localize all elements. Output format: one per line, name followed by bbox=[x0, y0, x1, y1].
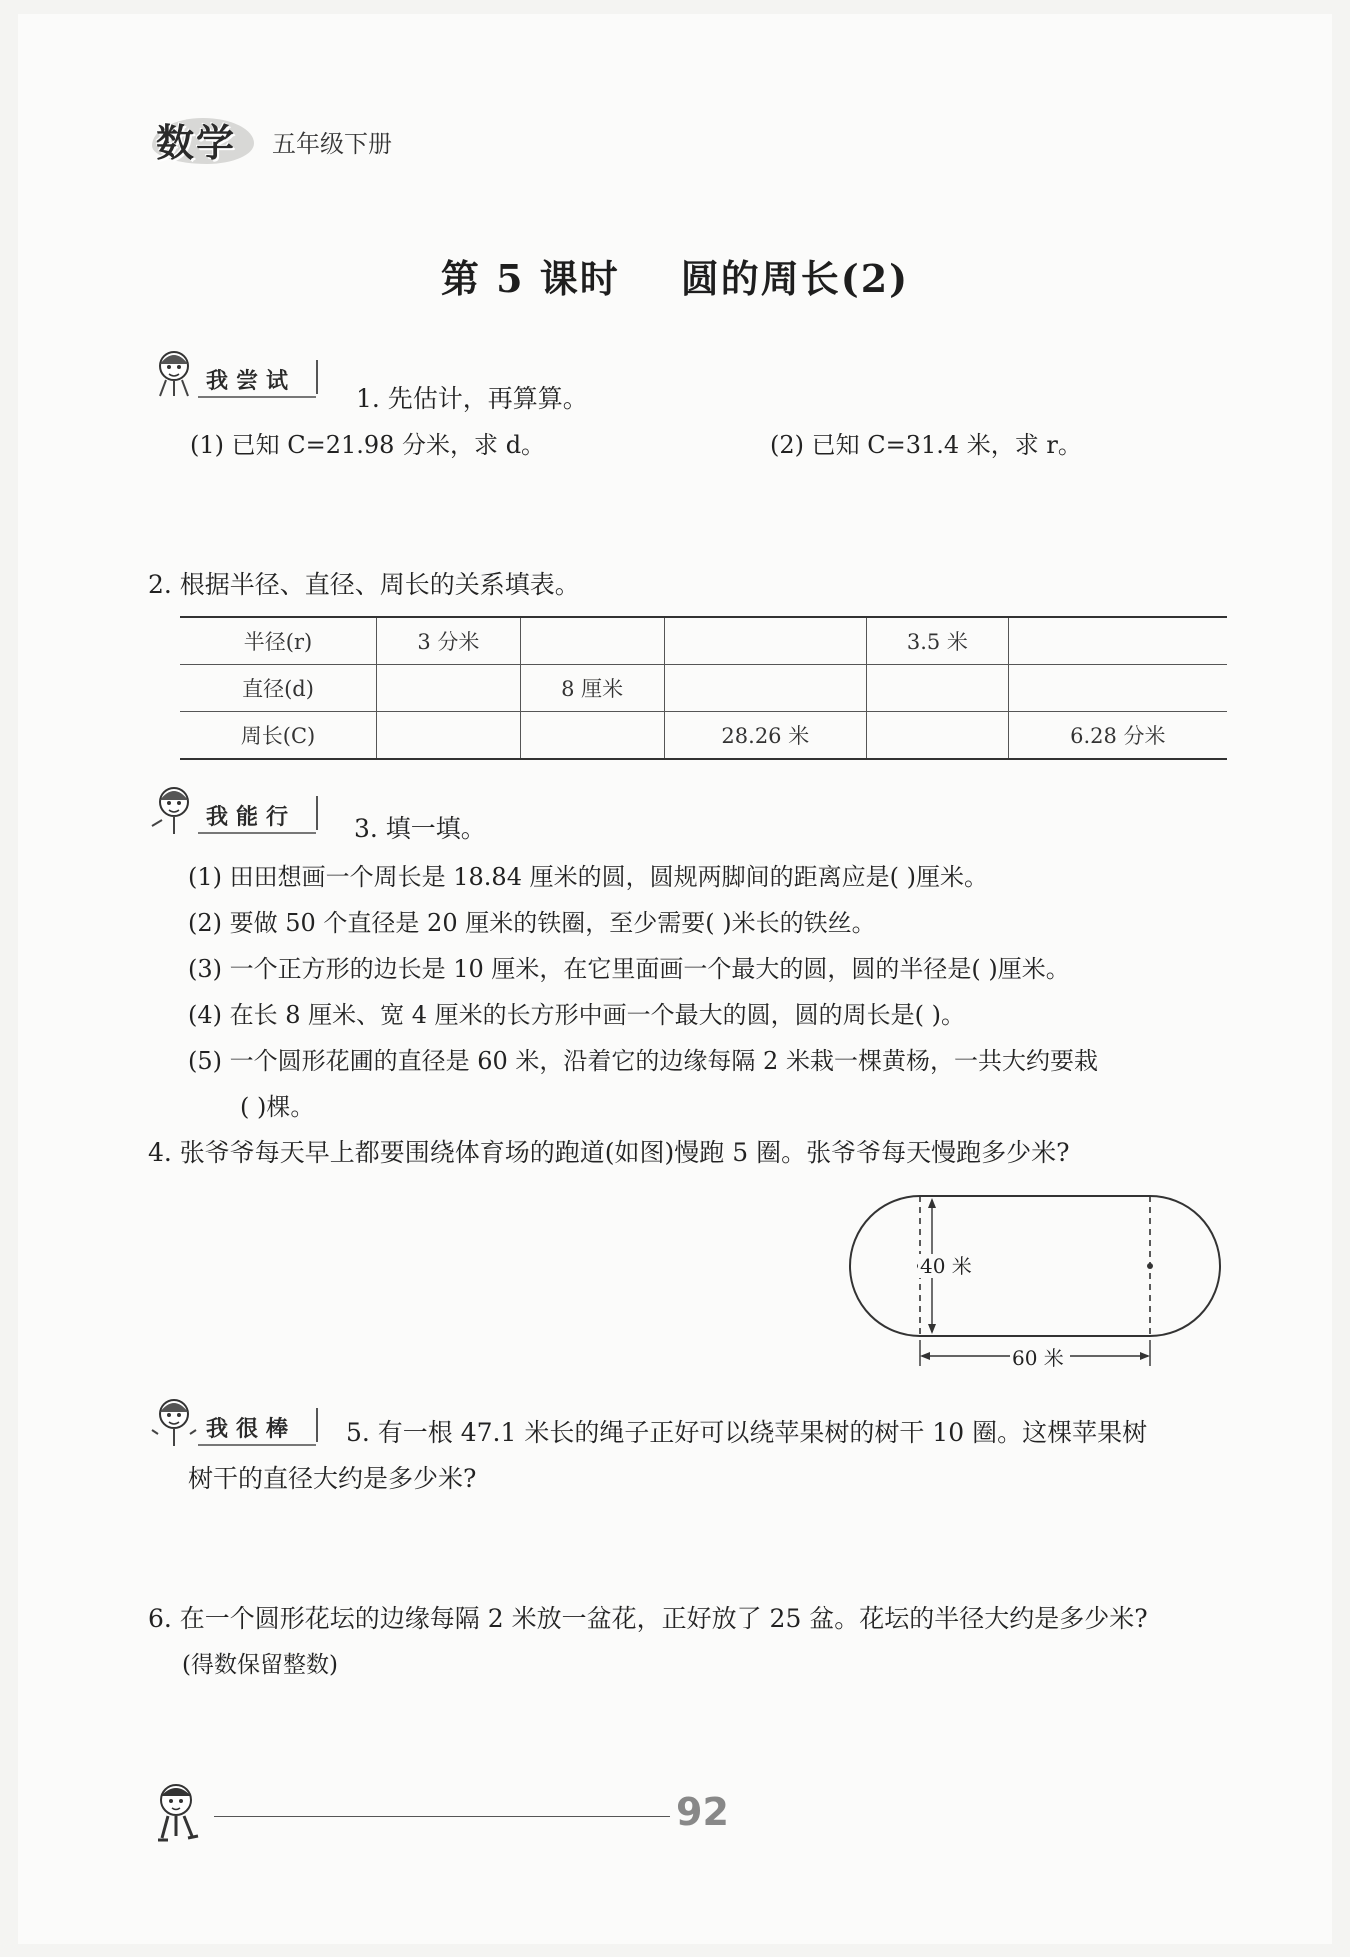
badge-divider bbox=[316, 796, 318, 830]
q6-line1: 6. 在一个圆形花坛的边缘每隔 2 米放一盆花，正好放了 25 盆。花坛的半径大约是多少米? bbox=[148, 1604, 1148, 1633]
table-cell bbox=[1008, 617, 1227, 665]
table-cell bbox=[664, 665, 867, 712]
q3-stem: 3. 填一填。 bbox=[354, 814, 486, 843]
table-cell bbox=[1008, 665, 1227, 712]
footer-rule bbox=[214, 1816, 670, 1817]
q1-part2: (2) 已知 C=31.4 米，求 r。 bbox=[770, 431, 1082, 459]
table-cell: 3 分米 bbox=[377, 617, 521, 665]
table-row bbox=[180, 617, 1227, 665]
table-cell bbox=[520, 617, 664, 665]
q4-stem: 4. 张爷爷每天早上都要围绕体育场的跑道(如图)慢跑 5 圈。张爷爷每天慢跑多少米? bbox=[148, 1138, 1070, 1167]
table-cell bbox=[377, 712, 521, 760]
q3-item-5: (5) 一个圆形花圃的直径是 60 米，沿着它的边缘每隔 2 米栽一棵黄杨，一共大约要栽 bbox=[188, 1047, 1098, 1075]
badge-can-label: 我能行 bbox=[206, 805, 297, 830]
table-cell bbox=[664, 617, 867, 665]
badge-try-label: 我尝试 bbox=[206, 369, 297, 394]
table-cell bbox=[867, 665, 1009, 712]
mascot-girl-icon bbox=[148, 346, 200, 402]
subject-label: 数学 bbox=[156, 121, 237, 165]
page-number: 92 bbox=[676, 1790, 729, 1834]
table-row-header: 周长(C) bbox=[180, 712, 377, 760]
table-row-header: 直径(d) bbox=[180, 665, 377, 712]
table-row bbox=[180, 712, 1227, 760]
track-length-label: 60 米 bbox=[1012, 1346, 1064, 1370]
badge-divider bbox=[316, 360, 318, 394]
badge-underline bbox=[198, 1444, 316, 1446]
lesson-title: 第 5 课时 圆的周长(2) bbox=[440, 256, 910, 301]
q2-stem: 2. 根据半径、直径、周长的关系填表。 bbox=[148, 570, 580, 599]
table-row bbox=[180, 665, 1227, 712]
q1-part1: (1) 已知 C=21.98 分米，求 d。 bbox=[190, 431, 546, 459]
table-cell: 3.5 米 bbox=[867, 617, 1009, 665]
table-cell: 28.26 米 bbox=[664, 712, 867, 760]
table-cell bbox=[867, 712, 1009, 760]
q3-item-1: (1) 田田想画一个周长是 18.84 厘米的圆，圆规两脚间的距离应是( )厘米。 bbox=[188, 863, 988, 891]
q5-line2: 树干的直径大约是多少米? bbox=[188, 1464, 477, 1493]
table-cell: 8 厘米 bbox=[520, 665, 664, 712]
q6-line2: (得数保留整数) bbox=[182, 1652, 338, 1678]
footer-mascot-icon bbox=[148, 1778, 212, 1850]
q3-item-5-cont: ( )棵。 bbox=[240, 1093, 315, 1121]
badge-great-label: 我很棒 bbox=[206, 1417, 297, 1442]
table-cell: 6.28 分米 bbox=[1008, 712, 1227, 760]
badge-underline bbox=[198, 832, 316, 834]
grade-label: 五年级下册 bbox=[272, 130, 392, 158]
table-row-header: 半径(r) bbox=[180, 617, 377, 665]
q3-item-2: (2) 要做 50 个直径是 20 厘米的铁圈，至少需要( )米长的铁丝。 bbox=[188, 909, 876, 937]
q5-line1: 5. 有一根 47.1 米长的绳子正好可以绕苹果树的树干 10 圈。这棵苹果树 bbox=[346, 1418, 1148, 1447]
badge-divider bbox=[316, 1408, 318, 1442]
table-cell bbox=[377, 665, 521, 712]
q3-item-3: (3) 一个正方形的边长是 10 厘米，在它里面画一个最大的圆，圆的半径是( )厘米。 bbox=[188, 955, 1070, 983]
track-height-label: 40 米 bbox=[920, 1254, 972, 1278]
badge-underline bbox=[198, 396, 316, 398]
q3-item-4: (4) 在长 8 厘米、宽 4 厘米的长方形中画一个最大的圆，圆的周长是( )。 bbox=[188, 1001, 966, 1029]
q1-stem: 1. 先估计，再算算。 bbox=[356, 384, 588, 413]
mascot-girl-icon bbox=[148, 782, 200, 838]
relation-table bbox=[180, 616, 1227, 760]
table-cell bbox=[520, 712, 664, 760]
mascot-girl-icon bbox=[148, 1394, 200, 1450]
